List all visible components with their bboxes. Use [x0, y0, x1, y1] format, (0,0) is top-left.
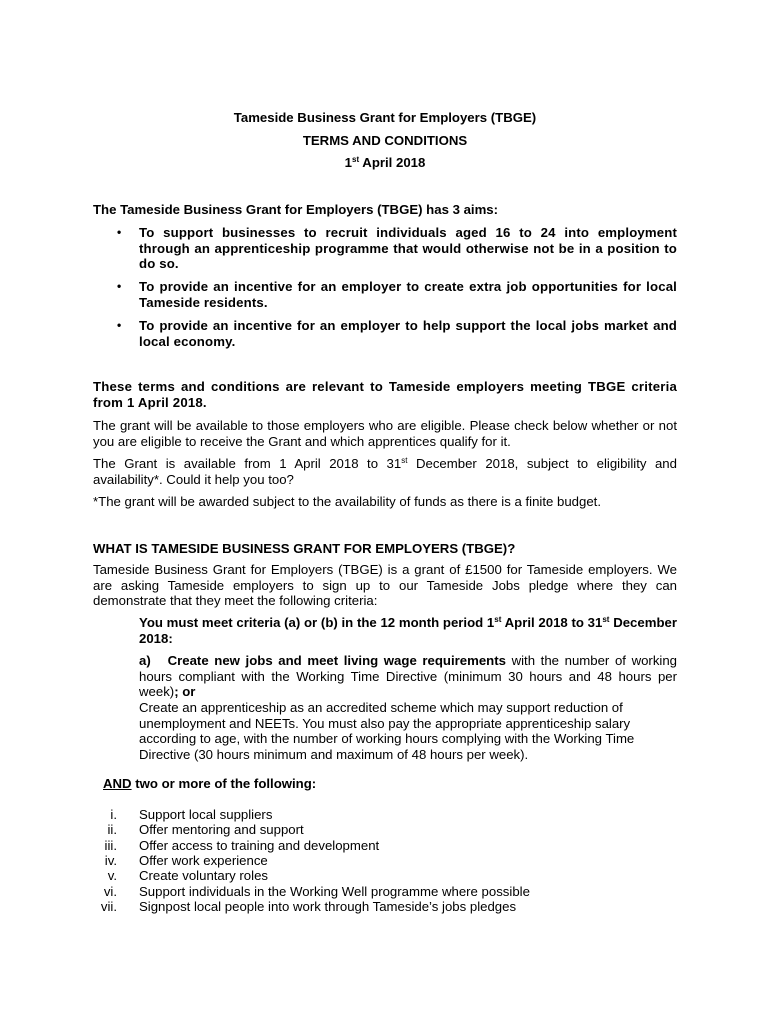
list-item-text: Support individuals in the Working Well programme where possible: [139, 884, 530, 899]
criteria-sup-2: st: [602, 615, 610, 624]
availability-text-a: The Grant is available from 1 April 2018 to 31: [93, 456, 402, 471]
list-item-text: Offer access to training and development: [139, 838, 380, 853]
bullet-icon: •: [117, 318, 122, 332]
list-item-text: Offer work experience: [139, 853, 268, 868]
list-item-text: Support local suppliers: [139, 807, 273, 822]
availability-paragraph: [93, 456, 677, 487]
bullet-icon: •: [117, 225, 122, 239]
option-a-or: ; or: [174, 684, 196, 700]
aim-text: To support businesses to recruit individuals aged 16 to 24 into employment through an apprenticeship programme that would otherwise not be in a position to do so.: [139, 225, 677, 272]
list-item-number: iii.: [104, 838, 117, 853]
criteria-option-a: [139, 653, 677, 700]
criteria-text-b: April 2018 to 31: [501, 615, 603, 630]
date-suffix: st: [352, 155, 360, 164]
criteria-heading: [139, 615, 677, 646]
criteria-option-b: Create an apprenticeship as an accredited scheme which may support reduction of unemployment and NEETs. You must also pay the appropriate apprenticeship salary according to age, with the number of working hours complying with the Working Time Directive (30 hours minimum and maximum of 48 hours per week).: [139, 700, 635, 762]
list-item: [93, 868, 677, 884]
list-item-number: iv.: [104, 853, 117, 868]
list-item-number: ii.: [107, 822, 117, 837]
and-word: AND: [103, 776, 132, 791]
list-item-text: Create voluntary roles: [139, 868, 269, 883]
date-rest: April 2018: [359, 155, 426, 170]
aim-item: [93, 225, 677, 272]
list-item: [93, 838, 677, 854]
document-date: [0, 155, 770, 171]
option-a-bold-text: Create new jobs and meet living wage requirements: [167, 653, 506, 668]
aim-text: To provide an incentive for an employer to create extra job opportunities for local Tameside residents.: [139, 279, 677, 310]
and-heading: [103, 776, 316, 792]
eligibility-paragraph: The grant will be available to those employers who are eligible. Please check below whether or not you are eligible to receive the Grant and which apprentices qualify for it.: [93, 418, 677, 449]
list-item-number: i.: [110, 807, 117, 822]
list-item: [93, 899, 677, 915]
list-item-text: Offer mentoring and support: [139, 822, 304, 837]
aim-item: [93, 318, 677, 349]
what-is-heading: WHAT IS TAMESIDE BUSINESS GRANT FOR EMPLOYERS (TBGE)?: [93, 541, 516, 556]
bullet-icon: •: [117, 279, 122, 293]
funding-note: *The grant will be awarded subject to the availability of funds as there is a finite budget.: [93, 494, 602, 509]
list-item: [93, 822, 677, 838]
what-is-paragraph: Tameside Business Grant for Employers (TBGE) is a grant of £1500 for Tameside employers. We are asking Tameside employers to sign up to our Tameside Jobs pledge where they can demonstrate that they meet the following criteria:: [93, 562, 677, 609]
aim-item: [93, 279, 677, 310]
document-subtitle: TERMS AND CONDITIONS: [302, 133, 468, 148]
criteria-text-a: You must meet criteria (a) or (b) in the 12 month period 1: [139, 615, 495, 630]
list-item: [93, 807, 677, 823]
option-a-text: with the number of working hours compliant with the Working Time Directive (minimum 30 hours and 48 hours per week): [139, 653, 678, 700]
criteria-text-c: December 2018:: [139, 615, 677, 646]
and-heading-rest: two or more of the following:: [131, 776, 317, 791]
option-a-label: a): [139, 653, 151, 668]
date-day: 1: [344, 155, 352, 170]
list-item-number: v.: [107, 868, 117, 883]
list-item: [93, 884, 677, 900]
list-item-text: Signpost local people into work through Tameside’s jobs pledges: [139, 899, 517, 914]
document-title: Tameside Business Grant for Employers (TBGE): [233, 110, 537, 125]
list-item: [93, 853, 677, 869]
availability-sup: st: [401, 456, 408, 465]
eligibility-heading: These terms and conditions are relevant to Tameside employers meeting TBGE criteria from 1 April 2018.: [93, 379, 677, 410]
criteria-sup-1: st: [494, 615, 502, 624]
aims-heading: The Tameside Business Grant for Employers (TBGE) has 3 aims:: [93, 202, 499, 217]
list-item-number: vii.: [100, 899, 117, 914]
aim-text: To provide an incentive for an employer to help support the local jobs market and local economy.: [139, 318, 677, 349]
availability-text-b: December 2018, subject to eligibility and availability*. Could it help you too?: [93, 456, 677, 487]
list-item-number: vi.: [103, 884, 117, 899]
